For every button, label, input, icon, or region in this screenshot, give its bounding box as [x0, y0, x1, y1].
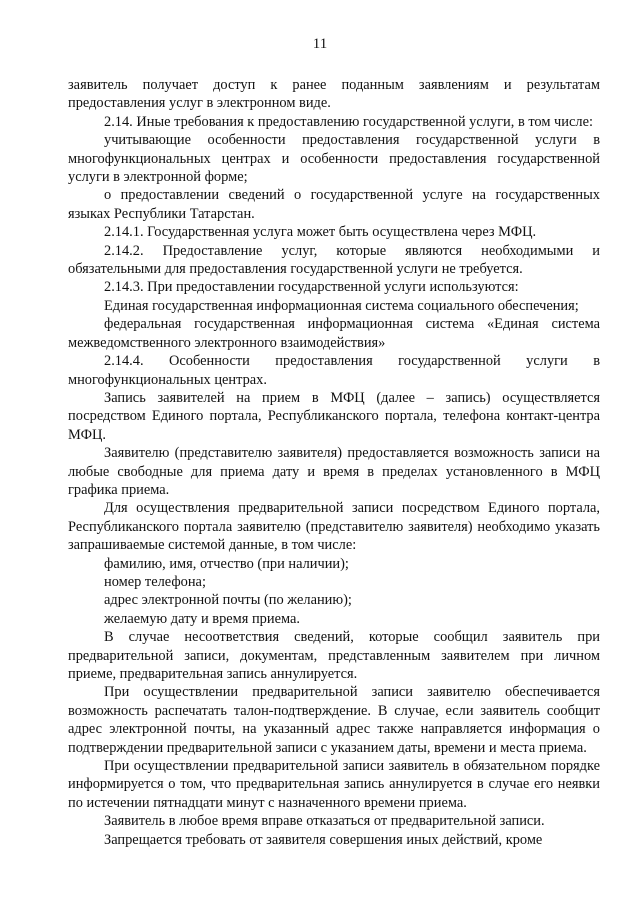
- paragraph: 2.14. Иные требования к предоставлению государственной услуги, в том числе:: [104, 113, 593, 130]
- page-number: 11: [312, 36, 328, 52]
- paragraph: 2.14.4. Особенности предоставления государственной услуги в многофункциональных центрах.: [68, 353, 600, 388]
- paragraph: учитывающие особенности предоставления государственной услуги в многофункциональных центрах и особенности предоставления государственной услуги в электронной форме;: [68, 132, 600, 186]
- list-item: адрес электронной почты (по желанию);: [104, 592, 352, 609]
- paragraph: 2.14.2. Предоставление услуг, которые являются необходимыми и обязательными для предоставления государственной услуги не требуется.: [68, 242, 600, 278]
- paragraph: Запись заявителей на прием в МФЦ (далее – запись) осуществляется посредством Единого портала, Республиканского портала, телефона контакт-центра МФЦ.: [68, 389, 600, 443]
- paragraph: Для осуществления предварительной записи посредством Единого портала, Республиканского портала заявителю (представителю заявителя) необходимо указать запрашиваемые системой данные, в том числе:: [68, 500, 600, 554]
- paragraph: Заявителю (представителю заявителя) предоставляется возможность записи на любые свободные для приема дату и время в пределах установленного в МФЦ графика приема.: [68, 445, 600, 498]
- paragraph: 2.14.1. Государственная услуга может быть осуществлена через МФЦ.: [104, 224, 537, 241]
- paragraph: В случае несоответствия сведений, которые сообщил заявитель при предварительной записи, документам, представленным заявителем при личном приеме, предварительная запись аннулируется.: [68, 629, 600, 682]
- document-body: [68, 76, 600, 849]
- paragraph: При осуществлении предварительной записи заявитель в обязательном порядке информируется о том, что предварительная запись аннулируется в случае его неявки по истечении пятнадцати минут с назначенного времени приема.: [68, 758, 600, 811]
- paragraph: Запрещается требовать от заявителя совершения иных действий, кроме: [104, 831, 543, 848]
- paragraph: При осуществлении предварительной записи заявителю обеспечивается возможность распечатать талон-подтверждение. В случае, если заявитель сообщит адрес электронной почты, на указанный адрес также направляется информация о подтверждении предварительной записи с указанием даты, времени и места приема.: [68, 684, 600, 756]
- paragraph: федеральная государственная информационная система «Единая система межведомственного электронного взаимодействия»: [68, 316, 600, 351]
- paragraph: заявитель получает доступ к ранее поданным заявлениям и результатам предоставления услуг в электронном виде.: [68, 77, 600, 112]
- paragraph: Единая государственная информационная система социального обеспечения;: [104, 297, 579, 314]
- list-item: номер телефона;: [104, 573, 206, 590]
- paragraph: Заявитель в любое время вправе отказаться от предварительной записи.: [104, 813, 545, 830]
- paragraph: о предоставлении сведений о государственной услуге на государственных языках Республики Татарстан.: [68, 187, 600, 222]
- list-item: желаемую дату и время приема.: [104, 610, 300, 627]
- paragraph: 2.14.3. При предоставлении государственной услуги используются:: [104, 279, 519, 296]
- list-item: фамилию, имя, отчество (при наличии);: [104, 555, 349, 572]
